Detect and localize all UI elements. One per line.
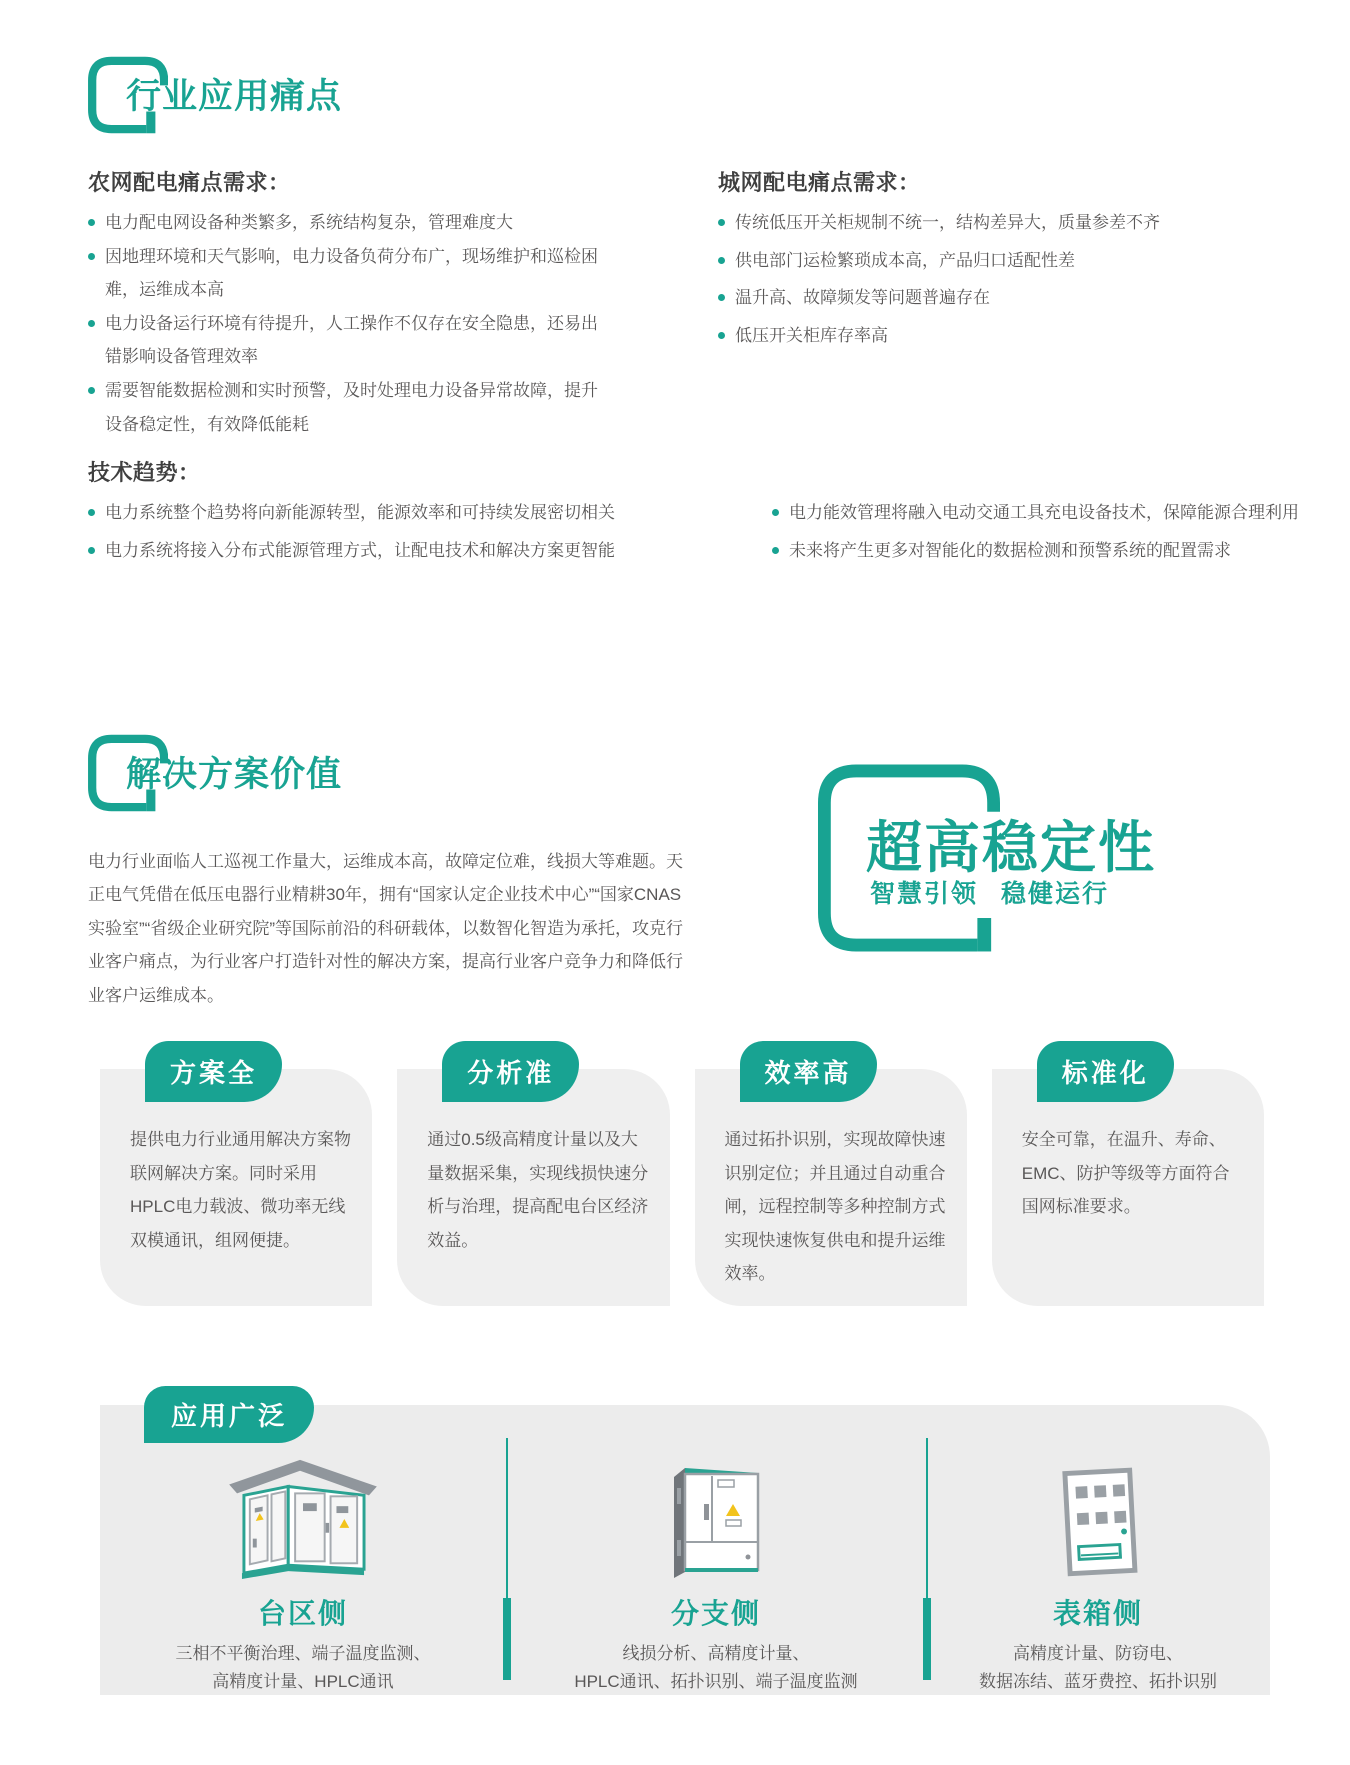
bullet-text: 低压开关柜库存率高 [735,325,888,345]
list-item [718,281,1238,315]
card-body: 通过0.5级高精度计量以及大量数据采集，实现线损快速分析与治理，提高配电台区经济效益。 [397,1069,669,1306]
application-description [979,1640,1217,1695]
branch-cabinet-icon [670,1453,762,1580]
divider-bar [503,1598,511,1680]
urban-heading: 城网配电痛点需求： [718,170,921,195]
application-title: 表箱侧 [1052,1598,1143,1629]
divider-bar [923,1598,931,1680]
solution-paragraph: 电力行业面临人工巡视工作量大，运维成本高，故障定位难，线损大等难题。天正电气凭借在低压电器行业精耕30年，拥有“国家认定企业技术中心”“国家CNAS实验室”“省级企业研究院”等国际前沿的科研载体，以数智化智造为承托，攻克行业客户痛点，为行业客户打造针对性的解决方案，提高行业客户竞争力和降低行业客户运维成本。 [88,852,683,1005]
card-tag: 效率高 [740,1041,877,1102]
bullet-dot-icon [88,509,95,516]
trends-right-column [772,496,1299,571]
section-title-solution-value: 解决方案价值 [126,755,343,794]
application-title: 台区侧 [257,1598,348,1629]
application-description [574,1640,857,1695]
divider-line [506,1438,508,1598]
bullet-dot-icon [88,219,95,226]
bullet-dot-icon [88,547,95,554]
description-line: 高精度计量、HPLC通讯 [212,1671,394,1691]
description-line: 数据冻结、蓝牙费控、拓扑识别 [978,1671,1217,1691]
list-item [88,374,644,441]
list-item [88,206,644,240]
section-title-pain-points: 行业应用痛点 [126,77,343,116]
list-item [88,307,644,374]
rural-heading: 农网配电痛点需求： [88,170,291,195]
applications-tag: 应用广泛 [144,1386,314,1443]
description-line: 线损分析、高精度计量、 [622,1644,810,1663]
card-tag: 方案全 [145,1041,282,1102]
list-item [88,534,615,568]
meter-box-icon [1055,1453,1141,1580]
card-body: 提供电力行业通用解决方案物联网解决方案。同时采用HPLC电力载波、微功率无线双模通讯，组网便捷。 [100,1069,372,1306]
description-line: 高精度计量、防窃电、 [1012,1644,1183,1663]
application-description [175,1640,430,1695]
bullet-text: 电力系统整个趋势将向新能源转型，能源效率和可持续发展密切相关 [105,503,615,522]
card-body: 通过拓扑识别，实现故障快速识别定位；并且通过自动重合闸，远程控制等多种控制方式实现快速恢复供电和提升运维效率。 [695,1069,967,1306]
application-column-substation [100,1405,506,1695]
list-item [772,496,1299,530]
card-tag: 分析准 [442,1041,579,1102]
bullet-dot-icon [718,257,725,264]
list-item [772,534,1299,568]
bullet-dot-icon [718,294,725,301]
description-line: 三相不平衡治理、端子温度监测、 [175,1644,431,1663]
feature-tagline: 智慧引领 稳健运行 [870,880,1109,908]
bullet-dot-icon [772,509,779,516]
trends-heading-block [88,456,201,496]
application-column-meterbox [926,1405,1270,1695]
list-item [88,240,644,307]
application-title: 分支侧 [670,1598,761,1629]
urban-pain-points-column [718,166,1238,356]
rural-pain-points-column [88,166,644,441]
description-line: HPLC通讯、拓扑识别、端子温度监测 [574,1671,858,1691]
bullet-dot-icon [772,547,779,554]
card-body: 安全可靠，在温升、寿命、EMC、防护等级等方面符合国网标准要求。 [992,1069,1264,1306]
value-card-standardization [992,1041,1264,1306]
pain-points-header [88,55,508,147]
column-divider [503,1438,511,1680]
list-item [718,319,1238,353]
value-card-efficiency [695,1041,967,1306]
list-item [718,244,1238,278]
applications-panel [100,1405,1270,1695]
bullet-text: 电力设备运行环境有待提升，人工操作不仅存在安全隐患，还易出错影响设备管理效率 [105,313,598,367]
divider-line [926,1438,928,1598]
bullet-dot-icon [88,253,95,260]
trends-left-column [88,496,615,571]
feature-headline: 超高稳定性 [866,816,1156,879]
value-card-analysis [397,1041,669,1306]
bullet-text: 温升高、故障频发等问题普遍存在 [735,288,990,308]
transformer-station-icon [227,1453,379,1580]
solution-value-header [88,733,508,825]
bullet-text: 电力配电网设备种类繁多，系统结构复杂，管理难度大 [105,213,513,232]
application-column-branch [506,1405,926,1695]
bullet-text: 电力系统将接入分布式能源管理方式，让配电技术和解决方案更智能 [105,540,615,560]
stability-feature-block [818,764,1238,974]
applications-section [100,1386,1270,1695]
bullet-text: 因地理环境和天气影响，电力设备负荷分布广，现场维护和巡检困难，运维成本高 [105,246,598,300]
bullet-text: 未来将产生更多对智能化的数据检测和预警系统的配置需求 [789,540,1231,560]
card-tag: 标准化 [1037,1041,1174,1102]
list-item [718,206,1238,240]
bullet-dot-icon [718,332,725,339]
bullet-dot-icon [718,219,725,226]
trends-heading: 技术趋势： [88,460,201,485]
value-card-plan [100,1041,372,1306]
bullet-text: 供电部门运检繁琐成本高，产品归口适配性差 [735,250,1075,270]
list-item [88,496,615,530]
value-cards [100,1041,1264,1306]
bullet-dot-icon [88,387,95,394]
bullet-dot-icon [88,320,95,327]
bullet-text: 传统低压开关柜规制不统一，结构差异大，质量参差不齐 [735,213,1160,232]
bullet-text: 需要智能数据检测和实时预警，及时处理电力设备异常故障，提升设备稳定性，有效降低能耗 [105,380,598,434]
column-divider [923,1438,931,1680]
bullet-text: 电力能效管理将融入电动交通工具充电设备技术，保障能源合理利用 [789,503,1299,522]
